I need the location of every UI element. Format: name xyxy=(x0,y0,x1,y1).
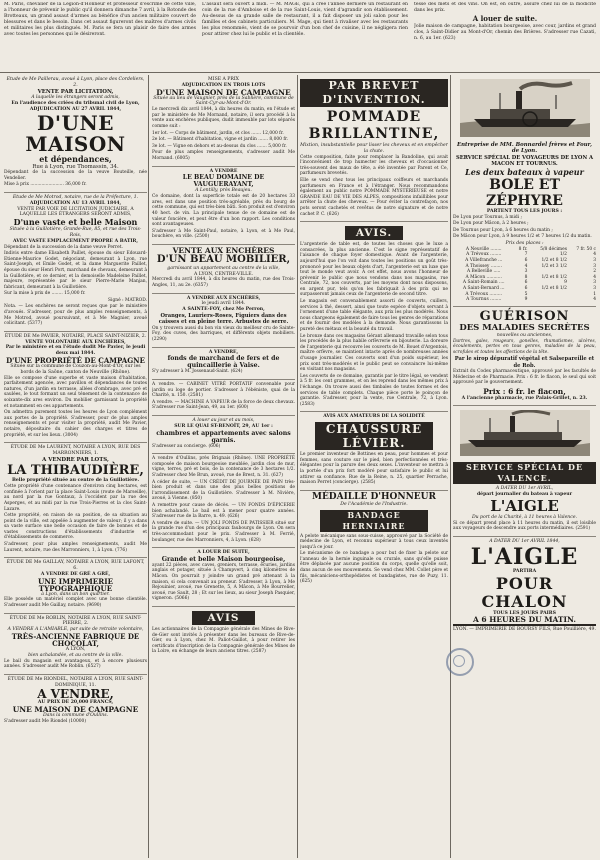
fare-cell: 3 xyxy=(524,269,528,275)
ad-title: AVIS xyxy=(192,611,255,625)
ad-title: LA THIBAUDIÈRE, xyxy=(7,463,144,479)
top-column-1 xyxy=(4,2,196,38)
ad-subtitle: A VENDRE PAR LOTS, xyxy=(42,456,109,463)
ad-line: En l'audience des criées du tribunal civil de Lyon, ADJUDICATION AU 27 AVRIL 1844, xyxy=(11,100,140,112)
fare-table-title: Prix des places : xyxy=(505,240,544,246)
fare-cell: A Neuville ........ xyxy=(465,246,502,252)
ad-subtitle: De l'Académie de l'Industrie. xyxy=(340,501,408,507)
ad-subtitle: ADJUDICATION EN TROIS LOTS xyxy=(181,82,266,88)
ad-argenterie xyxy=(300,222,448,412)
ad-text: Dépendant de la succession de la dame veuve Perret. xyxy=(4,244,123,250)
ad-text: S'y adresser à M. Jossenaud-Saint. (624) xyxy=(152,369,243,375)
ad-subtitle: A VENDRE, xyxy=(208,349,239,355)
ad-line: Belle propriété située au centre de la Guillotière. xyxy=(11,478,140,484)
ad-header: ÉTUDE DE Me LAURENT, NOTAIRE A LYON, RUE DES MARRONNIERS, 1. xyxy=(10,445,141,456)
ad-title-2: UNE MAISON DE CAMPAGNE xyxy=(12,705,139,715)
ad-title: GUÉRISON xyxy=(479,308,570,324)
ad-pommade xyxy=(300,75,448,222)
ad-thibaudiere xyxy=(4,443,147,558)
ad-text: Le magasin est convenablement assorti de couverts, cuillers, services à thé, dessert, ainsi que toute espèce d'objets servant à l'ornement d'une table élégante, aux prix les plus modérés. Nous nous chargeons également de faire tous les genres de réparations et de fournir des modèles à la demande. Nous garantissons la pureté des métaux et la beauté du travail. xyxy=(300,299,448,333)
ad-title: D'une vaste et belle Maison xyxy=(13,217,138,228)
library-stamp-icon xyxy=(446,648,474,676)
ad-guerison xyxy=(453,307,596,406)
fare-cell: 3 xyxy=(593,263,596,269)
ad-lot: 3e lot. — Vigne en dehors et au-dessus du clos ....... 5,000 fr. xyxy=(152,143,287,149)
fare-cell: 4 xyxy=(524,263,528,269)
ad-line: Située sur la commune de Couzon-au-Mont-d'Or, sur les bords de la Saône, canton de Neuville (Rhône). xyxy=(10,364,141,375)
ad-title-2: D'UN BEAU MOBILIER, xyxy=(156,253,291,265)
ad-title: Grande et belle Maison bourgeoise, xyxy=(161,555,286,563)
ad-text: Cette propriété d'une contenance d'environ cinq hectares, est confinée à l'orient par la place Saint-Louis (route de Marseille), au nord par la rue Gontaux, à l'occident par la rue des Asperges, et au midi par la rue Trois-Pierres et la clos Saint-Lazare. xyxy=(4,484,147,512)
ad-text: Ce domaine, dont la superficie totale est de 20 hectares 33 ares, est dans une position très-agréable, près du bourg de cette commune, qui est très-bien bâti. Son produit est d'environ 40 hect. de vin. La principale tenue de ce domaine est de valeur foncière, et peut être d'un bon rapport. Les conditions sont avantageuses. xyxy=(152,194,295,228)
ad-header: ÉTUDE DE Me ROBLIN, NOTAIRE A LYON, RUE SAINT-PIERRE, 2. xyxy=(9,615,142,627)
ad-text: A céder de suite, — UN CRÉDIT DE JOURNÉE DE PAIN très-bien produit et dans une des plus belles positions de l'arrondissement de la Guillotière. S'adresser à M. Nivière, avoué, à Vienne. (850) xyxy=(152,479,295,502)
ad-line: A DATER DU 1er AVRIL 1844, xyxy=(489,539,560,545)
ad-text: A vendre. — MACHINE A VAPEUR de la force de deux chevaux. S'adresser rue Saint-Jean, 49, au 1er. (600) xyxy=(152,399,295,411)
ad-text: Dartres, gales, rougeurs, gonelles, rhumatismes, ulcères, écoulements, pertes en tous genres, maladies de la peau, scrofules et toutes les affections de la tête. xyxy=(453,338,596,355)
ad-title: PAR BREVET D'INVENTION. xyxy=(300,79,448,107)
ad-mobilier xyxy=(152,245,295,294)
top-column-2 xyxy=(202,2,408,38)
fare-cell: 1/2 et 8 1/2 xyxy=(541,285,567,291)
ad-title: SERVICE SPÉCIAL DE VALENCE. xyxy=(453,462,596,484)
ad-title: D'UNE MAISON DE CAMPAGNE xyxy=(156,87,291,97)
ad-lot: 2e lot. — Bâtiment d'habitation, vigne et jardin ....... 8,000 fr. xyxy=(152,137,288,143)
ad-title: Oranges, Lauriers-Roses, Figuiers dans des caisses et en pleine terre. Arbustes de serre. xyxy=(158,313,289,326)
fare-cell: A Trévoux ........ xyxy=(466,252,502,258)
ad-subtitle: A VENDRE xyxy=(209,168,238,174)
ad-line: A Lentilly, près Beaujeu. xyxy=(195,188,252,194)
ad-title: fonds de marchand de fers et de quincaillerie à Vaise. xyxy=(167,355,280,370)
fare-cell: 9 xyxy=(524,297,528,303)
ad-subtitle: AVIS AUX AMATEURS DE LA SOLIDITÉ xyxy=(323,414,425,420)
schedule-line: De Lyon pour Mâcon, à 2 heures ; xyxy=(453,221,529,227)
ad-text: On admettra purement toutes les heures de Lyon complément aux portes de la propriété. S'adresser, pour de plus amples renseignements et pour visiter la propriété, audit Me Pavier, notaire, dépositaire du cahier des charges et titres de propriété, et sur les lieux. (3004) xyxy=(4,410,147,438)
fare-cell: 3 xyxy=(593,257,596,263)
ad-maison-bourgeoise xyxy=(152,548,295,607)
fare-cell: 6 xyxy=(524,280,528,286)
ad-subtitle: Mixtion, insubstantielle pour lisser les cheveux et en empêcher la chute. xyxy=(300,143,448,154)
ad-text: Le bronze dans ces magasins Gérant allemand travaille selon tous les procédés de la plus habile orfèvrerie en bijouterie. La doreure de l'argenterie qui recouvre les couverts de M. Bouet d'Argentois, maître orfèvre, se maintient intacte après de nombreuses années d'usage journalier. Ces couverts sont d'un poids supérieur, les prix sont très-modérés et le public peut se convaincre lui-même en visitant nos magasins. xyxy=(300,333,448,373)
fare-cell: 1/2 et 3 1/2 xyxy=(541,263,567,269)
fare-cell: 1 xyxy=(593,291,596,297)
fare-cell: 6 xyxy=(524,257,528,263)
column-4 xyxy=(453,75,596,858)
fare-cell: A Tournus ........ xyxy=(466,297,502,303)
schedule-line: De Lyon pour Tournus, à midi ; xyxy=(453,214,523,220)
ad-line: A laquelle les étrangers seront admis, xyxy=(31,95,120,101)
ad-text: A pelote mécanique sans sous-cuisse, approuvé par la Société de médecine de Lyon, et reconnu supérieur à tous ceux inventés jusqu'à ce jour. xyxy=(300,533,448,550)
ad-line: A LYON, CENTRE-VILLE. xyxy=(193,271,254,277)
fare-cell: 8 xyxy=(524,274,528,280)
ad-text: Nota. — Les enchères ne seront reçues que par le ministère d'avoués. S'adresser, pour de plus amples renseignements, à Me Motrod, avoué poursuivant, et à Me Magnier, avoué colicitant. (5377) xyxy=(4,304,147,327)
fare-cell: A Villefranche ... xyxy=(465,257,503,263)
fare-cell xyxy=(527,297,566,303)
ad-domaine-vauguerayant xyxy=(152,167,295,245)
ad-title: Entreprise de MM. Bonnardel frères et Four, de Lyon. xyxy=(457,141,592,155)
ad-line: AVEC VASTE EMPLACEMENT PROPRE A BATIR, xyxy=(13,238,138,244)
ad-title: VENTE AUX ENCHÈRES xyxy=(172,245,275,255)
ad-text: Dépendant de la succession de la veuve Bouteille, née Vendelier. xyxy=(4,170,147,181)
ad-text: Le mercredi dix avril 1844, à dix heures du matin, en l'étude et par le ministère de Me Mornand, notaire, il sera procédé à la vente aux enchères publiques, dudit immeuble par lots séparés comme suit : xyxy=(152,107,295,129)
ad-text: L'argenterie de table est, de toutes les choses que le luxe a consacrées, la plus ancienne. C'est le signe représentatif de l'aisance de chaque foyer domestique. Avant de l'argenterie, aujourd'hui que l'on voit dans toutes les positions un goût très-prononcé pour les beaux objets d'art, l'argenterie est un luxe que tout le monde veut avoir. A cet effet, nous avons l'honneur de prévenir le public que nous vendons dans nos magasins, rue Centrale, 72, nos couverts, par les moyens dont nous disposons, en argent pur, tels qu'on les fabriquait à des prix qui ne surpasseront jamais ceux de l'argenterie de second titre. xyxy=(300,242,448,298)
ad-small-notices-2 xyxy=(152,454,295,548)
fare-cell: 3 xyxy=(593,285,596,291)
ad-header: ÉTUDE DE Me PAVIER, NOTAIRE, PLACE SAINT-NIZIER, 2. xyxy=(4,333,147,339)
ad-title: UNE IMPRIMERIE TYPOGRAPHIQUE xyxy=(37,576,114,593)
ad-maison-thomassin xyxy=(4,75,147,193)
fare-cell: 8 fr. xyxy=(518,246,528,252)
fare-cell: 4 xyxy=(593,252,596,258)
ad-title-2: A 6 HEURES DU MATIN. xyxy=(472,615,577,625)
steamboat-engraving-icon xyxy=(460,79,590,137)
ad-header: Etude de Me Motrod, notaire, rue de la Préfecture, 1. xyxy=(12,194,139,200)
fare-cell: 5 xyxy=(524,291,528,297)
ad-subtitle: A VENDRE AUX ENCHÈRES, xyxy=(186,295,261,301)
ad-subtitle: A LOUER DE SUITE, xyxy=(197,550,250,556)
ad-subtitle: A VENDRE DE GRÉ A GRÉ, xyxy=(40,571,111,577)
ad-title: MÉDAILLE D'HONNEUR xyxy=(311,491,436,502)
fare-cell: 4 xyxy=(593,274,596,280)
fare-table xyxy=(453,247,596,303)
ad-text: Indivis entre dame Elisabeth Paillet, épouse du sieur Edouard-Etienne-Maurice Godet, négociant, demeurant à Lyon, rue Saint-Joseph, et Emile Godet, et la dame Marguerite Paillet, épouse du sieur Henri Port, marchand de chevaux, demeurant à la Guillotière, et ce dernier, et la demoiselle Madeleine Paillet, majeure, représentée par le sieur Pierre-Marie Manjan, fabricant, demeurant à la Guillotière. xyxy=(4,251,147,290)
ad-title-2: Les deux bateaux à vapeur xyxy=(465,166,584,177)
fare-cell: A Thoissey ........ xyxy=(465,263,502,269)
ad-small-notices xyxy=(152,380,295,416)
ad-fonds-fers xyxy=(152,348,295,380)
ad-line: A SAINTE-FOY, chez Me Perron, xyxy=(182,307,265,313)
ad-bandage xyxy=(300,491,448,589)
fare-cell: 2 xyxy=(593,269,596,275)
fare-cell: 1/2 xyxy=(559,252,567,258)
ad-maison-guillotiere xyxy=(4,193,147,332)
fare-cell: A Mâcon ........... xyxy=(465,274,502,280)
ad-title: A VENDRE, xyxy=(37,687,114,702)
ad-orangers xyxy=(152,294,295,348)
ad-text: S'adresser à Me Saint-Paul, notaire, à Lyon, et à Me Paul, bouchère, en ville. (2500) xyxy=(152,228,295,240)
fare-cell: 3 xyxy=(593,280,596,286)
ad-bateaux-macon xyxy=(453,75,596,307)
ad-subtitle: VENTE PAR LICITATION, xyxy=(37,88,114,95)
ad-title-2: et dépendances, xyxy=(39,153,112,164)
ad-text: Mercredi du avril 1844, à dix heures du matin, rue des Trois-Angles, 11, au 2e. (6357) xyxy=(152,277,295,289)
fare-cell: 7 xyxy=(524,252,528,258)
ad-line: le jeudi avril 1844. xyxy=(201,301,246,307)
ad-subtitle: ADJUDICATION AU 13 AVRIL 1844, xyxy=(29,200,122,206)
fare-cell: 9 xyxy=(564,280,567,286)
ad-text: S'adresser au concierge. (606) xyxy=(152,443,221,449)
ad-chocolat xyxy=(4,614,147,675)
ad-line: Dans la commune d'Oullins. xyxy=(42,713,109,719)
ad-line: bien achalandée, et au centre de la ville. xyxy=(28,652,123,658)
ad-text: Elle se vend chez tous les principaux coiffeurs et marchands parfumeurs en France et à l'étranger. Nous recommandons également au public notre POMMADE MYSTÉRIEUSE et notre GRANDE EAU DE VIE DES ALPES, compositions infaillibles pour arrêter la chute des cheveux. — Pour éviter la contrefaçon, nos pots seront cachetés et revêtus de notre signature et de notre cachet P. C. (626) xyxy=(300,177,448,217)
ad-title: CHAUSSURE LÉVIER. xyxy=(315,422,433,450)
ad-chaussure xyxy=(300,412,448,490)
ad-subtitle: nouvelles ou anciennes, xyxy=(496,332,553,338)
ad-text: S'adresser audit Me Riondel (10000) xyxy=(4,719,87,724)
top-notice-escrime: M. Paris, chevalier de la Légion-d'Honneur et professeur d'escrime de cette ville, a l'honneur de prévenir le public qu'il donnera dimanche 7 avril, à la Rotonde des Brotteaux, un grand assaut d'armes au bénéfice d'un ancien militaire couvert de blessures et dans le besoin. Dans cet assaut figureront des maîtres d'armes civils et militaires les plus distingués. M. Paris se fera un plaisir de faire des armes avec toutes les personnes qui le désireront. xyxy=(4,2,196,37)
steamboat-aigle-engraving-icon xyxy=(460,410,590,456)
columns xyxy=(0,75,600,860)
ad-line: Située à la Guillotière, Grande-Rue, 85, et rue des Trois-Rois, xyxy=(9,227,142,238)
ad-header: MISE A PRIX xyxy=(208,77,239,82)
ad-maison-oullins xyxy=(4,675,147,729)
ad-text: ayant 22 pièces, avec caves, greniers, terrasse, écuries, jardins anglais et potager, située à Champvert, à cinq kilomètres de Mâcon. On pourrait y joindre un grand pré attenant à la maison, si cela convenait au preneur. S'adresser, à Lyon, à Me Rejouinier, avoué, rue Grenette, 5, A Mâcon, à Me Bourrelier, avoué, rue Sault, 28 ; Et sur les lieux, au sieur Joseph Pasquier, vigneron. (5066) xyxy=(152,562,295,602)
ad-line: à Lyon, dans un bon quartier. xyxy=(41,591,110,597)
ad-signature: Signé : MATROD. xyxy=(108,297,147,303)
column-1 xyxy=(4,75,147,858)
ad-line: SUR LE QUAI ST-BENOÎT, 29, AU 1er : xyxy=(174,423,273,429)
ad-address: A l'ancienne pharmacie, rue Palais-Grillet, n. 23. xyxy=(461,395,588,401)
ad-text: Cette propriété, en raison de sa position, de sa situation au point de la ville, est appelée à augmenter de valeur; il y a dans sa vaste surface une belle occasion de faire de bonnes et de vastes constructions d'établissements d'industrie et d'établissements de commerce. xyxy=(4,513,147,541)
fare-cell: 1/2 et 8 1/2 xyxy=(541,257,567,263)
ad-boat-names: BOLE ET ZÉPHYRE xyxy=(486,176,563,209)
ad-line: Par le ministère et en l'étude dudit Me Pavier, le jeudi deux mai 1844. xyxy=(5,345,146,357)
ad-header: ÉTUDE DE Me GAILLAY, NOTAIRE A LYON, RUE LAFONT, 6. xyxy=(6,560,145,572)
ad-price: Sur la mise à prix de ........ 15,000 fr. xyxy=(4,291,86,297)
ad-title: TRÈS-ANCIENNE FABRIQUE DE CHOCOLAT, xyxy=(11,632,140,649)
ad-text: Le premier inventeur de Bottines en peau, pour hommes et pour femmes, sans couture sur le pied, bien perfectionnées et très-élégantes pour la parure des deux sexes. L'inventeur se mettra à la portée d'un prix fort modéré pour satisfaire le public et lui attirer sa confiance. Rue de la Reine, n. 25, quartier Perrache, maison Perret (concierge). (2585) xyxy=(300,452,448,486)
ad-text: Extrait du Codex pharmaceutique, approuvé par les facultés de Médecine et de Pharmacie. Prix : 6 fr. le flacon, le seul qui soit approuvé par le gouvernement. xyxy=(453,369,596,386)
ad-header: Etude de Me Paillerau, avoué à Lyon, place des Cordeliers, 2. xyxy=(6,77,145,88)
column-2 xyxy=(152,75,295,858)
ad-quai-st-benoit xyxy=(152,416,295,454)
ad-line: A louer au jour et au mois, xyxy=(192,418,255,423)
ad-text: Elle se compose d'une superbe et vaste maison d'habitation, parfaitement agencée, avec pavillon et dépendances de toutes natures, d'un jardin en terrasse, allées d'ombrage, avec pré et saulées, le tout formant un seul ténement de la contenance de soixante-dix ares environ. Du mobilier garnissant la propriété et notamment en ces appartements. xyxy=(4,375,147,409)
ad-text: Le mécanisme de ce bandage a pour but de fixer la pelote sur l'anneau de la hernie inguinale ou crurale, sans qu'elle puisse être déplacée par aucune position du corps, quelle qu'elle soit, dans aucun de ses mouvements. Se vend chez MM. Collet père et fils, mécaniciens-orthopédistes et bandagistes, rue de Puzy, 11. (625) xyxy=(300,551,448,585)
fare-row xyxy=(453,297,596,303)
ad-header: ÉTUDE DE Me RIONDEL, NOTAIRE A LYON, RUE SAINT-DOMINIQUE, 11. xyxy=(7,676,144,688)
ad-title-2: POMMADE BRILLANTINE, xyxy=(308,109,440,142)
printer-imprint: LYON. — IMPRIMERIE DE BOURSY FILS, Rue Pouillière, 49. xyxy=(453,627,596,633)
ad-price: Prix : 6 fr. le flacon, xyxy=(483,386,566,396)
top-notice-restaurant: L'assaut sera ouvert à midi. — M. MAGE, qui a créé l'année dernière un restaurant en coin de la rue d'Amboise et de la rue Saint-Louis, vient d'agrandir son établissement. Au-dessus de sa grande salle de restaurant, il a fait disposer un joli salon pour les familles et des cabinets particuliers. M. Mage, qui tient à rivaliser avec les restaurants les plus renommés, vient de se pourvoir d'un bon chef de cuisine, il ne négligera rien pour attirer chez lui le public et la clientèle. xyxy=(202,2,408,37)
ad-text: Cette composition, faite pour remplacer la Bandoline, qui avait l'inconvénient de trop humecter les cheveux et d'occasionner très-souvent des maux de tête, a été inventée par Parent et Ce, parfumeurs brevetés. xyxy=(300,154,448,177)
ad-line: Située au lieu de Vaugnier, près de la Sablière, commune de Saint-Cyr-au-Mont-d'Or. xyxy=(153,95,294,107)
fare-cell: A Belleville ..... xyxy=(466,269,501,275)
ad-subtitle: A VENDRE A L'AMIABLE, par suite de retraite volontaire, xyxy=(7,627,144,633)
ad-address: Rue à Lyon, rue Thomassin, 34. xyxy=(32,163,119,170)
ad-valence xyxy=(453,406,596,537)
ad-line: garnissant un appartement au centre de la ville, xyxy=(167,265,280,271)
ad-text: Les couverts de ce domaine, garantis par le titre légal, se vendent à 5 fr. les cent grammes, et on les reprend dans les mêmes prix à l'échange. On trouve aussi des timbales de toutes formes et des services de table complets. Chaque pièce porte le poinçon de garantie. S'adresser, pour la vente, rue Centrale, 72, à Lyon. (2583) xyxy=(300,373,448,407)
ad-maison-vaugnier xyxy=(152,75,295,167)
ad-text: A vendre d'Oullins, près Brignais (Rhône). UNE PROPRIÉTÉ composée de maison bourgeoise meublée, jardin clos de mur, vigne, terres, pré et bois, de la contenance de 3 hectares 1/2. S'adresser chez Me Brun, avoué, rue de Brest, n. 31. (627) xyxy=(152,456,295,478)
ad-line: VENTE PAR VOIE DE LICITATION JUDICIAIRE, A LAQUELLE LES ÉTRANGERS SERONT ADMIS, xyxy=(17,206,134,218)
ad-line: A DATER DU 1er AVRIL, xyxy=(495,486,554,492)
ad-line: départ journalier du bateau à vapeur xyxy=(476,492,573,498)
ad-text: Si ce départ prend place à 11 heures du matin, il est loisible aux voyageurs de descendre aux ports intermédiaires. (2591) xyxy=(453,520,596,532)
schedule-line: De Mâcon pour Lyon, à 9 heures 1/2 et 7 heures 1/2 du matin. xyxy=(453,234,592,240)
ad-boat-name: L'AIGLE xyxy=(490,497,559,516)
ad-line: Par le sirop dépuratif végétal et Salsepareille et de Rob. xyxy=(454,356,595,369)
schedule-line: De Tournus pour Lyon, à 6 heures du matin ; xyxy=(453,227,553,233)
ad-text: S'adresser, pour plus amples renseignements, audit Me Laurent, notaire, rue des Marronniers, 1, à Lyon. (776) xyxy=(4,542,147,553)
ad-text: A vendre de suite. — UN JOLI FONDS DE PATISSIER situé sur la grande rue d'un des principaux faubourgs de Lyon. On sera très-accommodant pour le prix. S'adresser à M. Ferrié, boulanger, rue des Marronniers, 4, à Lyon. (628) xyxy=(152,520,295,543)
fare-cell: 1/2 et 8 1/2 xyxy=(541,274,567,280)
ad-text: Elle possède un matériel complet avec une bonne clientèle. S'adresser audit Me Gaillay, notaire. (9690) xyxy=(4,597,147,609)
ad-line: A LYON, xyxy=(65,647,86,653)
ad-title: AVIS. xyxy=(345,226,403,240)
fare-cell: A Trévoux ......... xyxy=(465,291,502,297)
fare-cell: A Saint-Bernard ... xyxy=(462,285,505,291)
ad-title: chambres et appartements avec salons garnis. xyxy=(156,429,291,444)
ad-lot: 1er lot. — Corps de bâtiment, jardin, et clos ....... 12,000 fr. xyxy=(152,130,284,136)
ad-avis-mines xyxy=(152,607,295,659)
fare-cell: 6 xyxy=(524,285,528,291)
ad-text: Le bail du magasin est avantageux, et à encore plusieurs années. S'adresser audit Me Roblin. (6527) xyxy=(4,658,147,670)
ad-price: Mise à prix ........................ 36,000 fr. xyxy=(4,182,87,188)
fare-cell: 7 fr. 50 c xyxy=(576,246,596,252)
ad-title-2: DES MALADIES SECRÈTES xyxy=(459,322,590,333)
ad-text: Les actionnaires de la Compagnie générale des Mines de Rive-de-Gier sont invités à présenter dans les bureaux de Rive-de-Gier, ou à Lyon, chez M. Paliot-Gaillot, à pour retirer les certificats d'inscription de la Compagnie générale des Mines de la Loire, en échange de leurs anciens titres. (2587) xyxy=(152,627,295,655)
ad-text: A vendre. — CABINET VITRÉ PORTATIF convenable pour jardin ou loge de portier. S'adresser à l'ébéniste, quai de la Charité, n. 150. (2581) xyxy=(152,382,295,399)
ad-imprimerie xyxy=(4,558,147,613)
a-louer-text: Jolie maison de campagne, habitation bourgeoise, avec cour, jardins et grand clos, à Saint-Didier au Mont-d'Or, chemin des Brières. S'adresser rue Cazati, n. 6, au 1er. (623) xyxy=(414,24,596,41)
top-strip xyxy=(0,0,600,73)
ad-propriete-couzon xyxy=(4,332,147,443)
column-3 xyxy=(300,75,448,858)
ad-line: TOUS LES JOURS PAIRS xyxy=(493,610,556,616)
ad-subtitle: AU PRIX DE 20,000 FRANCS, xyxy=(37,700,114,706)
ad-chalon xyxy=(453,537,596,636)
ad-title-2: BANDAGE HERNIAIRE xyxy=(320,510,428,532)
ad-boat-name: L'AIGLE xyxy=(470,543,579,570)
top-column-3 xyxy=(414,2,596,42)
ad-line: Du port de la Charité, à 11 heures à Valence. xyxy=(471,515,578,521)
ad-subtitle: VENTE VOLONTAIRE AUX ENCHÈRES, xyxy=(25,339,126,345)
ad-line: PARTENT TOUS LES JOURS : xyxy=(486,208,563,214)
fare-cell: A Saint-Romain .... xyxy=(462,280,505,286)
ad-text: Pour de plus amples renseignements, s'adresser audit Me Mornand. (6005) xyxy=(152,150,295,161)
ad-text: A remettre pour cause de décès. — UN FONDS D'ÉPICERIE bien achalandé. Le bail est à mener pour quatre années. S'adresser rue de la Barre, n. 49. (626) xyxy=(152,502,295,520)
ad-title: D'UNE PROPRIÉTÉ DE CAMPAGNE xyxy=(6,356,145,366)
ad-title: POUR CHALON xyxy=(481,573,568,611)
a-louer-heading: A louer de suite. xyxy=(472,14,538,23)
fare-cell: 4 xyxy=(593,297,596,303)
top-notice-end: tesse des mets et des vins. On est, en outre, assuré chez lui de la modicité dans les prix. xyxy=(414,2,596,13)
ad-line: PARTIRA xyxy=(512,568,537,574)
fare-cell: 5/8 décimes xyxy=(540,246,567,252)
ad-title: D'UNE MAISON xyxy=(25,110,126,156)
ad-title: LE BEAU DOMAINE DE VAUGUERAYANT, xyxy=(182,174,265,189)
ad-text: On y trouvera aussi du bon vin vieux du meilleur cru de Sainte-Foy, des cuves, des barriques, et différents objets mobiliers. (2290) xyxy=(152,325,295,343)
ad-subtitle: SERVICE SPÉCIAL DE VOYAGEURS DE LYON A MACON ET TOURNUS. xyxy=(455,154,594,168)
